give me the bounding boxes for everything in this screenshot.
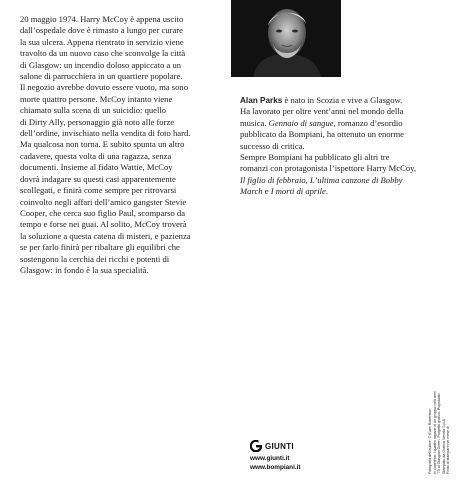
synopsis-line: morte quattro persone. McCoy intanto viene [20,93,173,104]
author-photo [231,0,341,77]
synopsis-line: se per farlo finirà per ribaltare gli equilibri che [20,242,180,253]
synopsis-line: travolto da un nuovo caso che sconvolge la città [20,48,186,59]
author-bio [240,95,452,198]
bio-line [240,175,452,186]
bio-text: , [305,174,310,185]
book-title: March [240,186,263,197]
bio-line: Ha lavorato per oltre vent’anni nel mondo della [240,106,404,117]
bio-text: è nato in Scozia e vive a Glasgow. [282,95,403,105]
bio-line [240,118,452,129]
bio-text: e [262,186,271,197]
synopsis-line: documenti. Insieme al fidato Wattie, McCoy [20,162,173,173]
printing-credits [428,366,451,474]
book-title: L’ultima canzone di Bobby [309,174,403,185]
bio-line: romanzi con protagonista l’ispettore Harry McCoy, [240,163,417,174]
bio-line: successo di critica. [240,140,305,151]
publisher-logo [250,440,294,452]
synopsis-line: sostengono la cerchia dei ricchi e potenti di [20,253,170,264]
synopsis-line: la sua ulcera. Appena rientrato in servizio viene [20,36,184,47]
credit-line: Finito di stampare nel mese di [446,426,451,474]
bio-line: pubblicato da Bompiani, ha ottenuto un enorme [240,129,404,140]
synopsis-line: di Dirty Ally, personaggio già noto alle forze [20,116,175,127]
synopsis-text [20,14,220,276]
book-title: I morti di aprile [270,186,326,197]
book-title: Il figlio di febbraio [240,174,306,185]
bio-text: musica. [240,117,269,128]
synopsis-line: Glasgow: in fondo è la sua specialità. [20,264,149,275]
bio-line: Sempre Bompiani ha pubblicato gli altri tre [240,152,390,163]
publisher-urls [250,455,301,472]
synopsis-line: salone di parrucchiera in un quartiere popolare. [20,71,183,82]
synopsis-line: coinvolto negli affari dell’amico gangster Stevie [20,196,187,207]
synopsis-line: dall’ospedale dove è rimasto a lungo per curare [20,25,183,36]
synopsis-line: dell’ordine, invischiato nella vendita di foto hard. [20,128,191,139]
synopsis-line: chiamato sulla scena di un suicidio: quello [20,105,167,116]
credit-line: In copertina: i quattro ragazzi di un gruppo rock anni [432,391,437,474]
synopsis-line: cadavere, questa volta di una ragazza, senza [20,150,172,161]
giunti-logo-icon [250,440,262,452]
credit-line: Fotografia dell’autore: © Euan Robertson [428,408,432,474]
synopsis-line: Ma qualcosa non torna. E subito spunta un altro [20,139,185,150]
credit-line: ’70 al Glasgow Green. Progetto grafico: Polystudio [437,393,442,474]
url-link[interactable]: www.bompiani.it [250,463,301,471]
author-name: Alan Parks [240,96,283,105]
synopsis-line: Il negozio avrebbe dovuto essere vuoto, ma sono [20,82,189,93]
author-portrait-image [231,0,341,77]
bio-text: , romanzo d’esordio [333,117,403,128]
bio-line [240,95,452,106]
credit-line: Stampato da Grafica Veneta S.p.A. [441,418,446,474]
synopsis-line: dovrà indagare su questi casi apparentemente [20,173,176,184]
bio-text: . [325,186,329,197]
book-title: Gennaio di sangue [268,117,334,128]
synopsis-line: Cooper, che cerca suo figlio Paul, scomparso da [20,207,186,218]
synopsis-line: la soluzione a questa catena di misteri, e pazienza [20,230,191,241]
url-link[interactable]: www.giunti.it [250,455,290,462]
bio-line [240,186,452,197]
synopsis-line: di Glasgow: un incendio doloso appiccato a un [20,59,182,70]
synopsis-line: 20 maggio 1974. Harry McCoy è appena uscito [20,14,184,24]
publisher-name: GIUNTI [265,441,294,451]
synopsis-line: scollegati, e finirà come sempre per ritrovarsi [20,185,177,196]
synopsis-line: tempo e forse nei guai. Al solito, McCoy troverà [20,219,187,230]
